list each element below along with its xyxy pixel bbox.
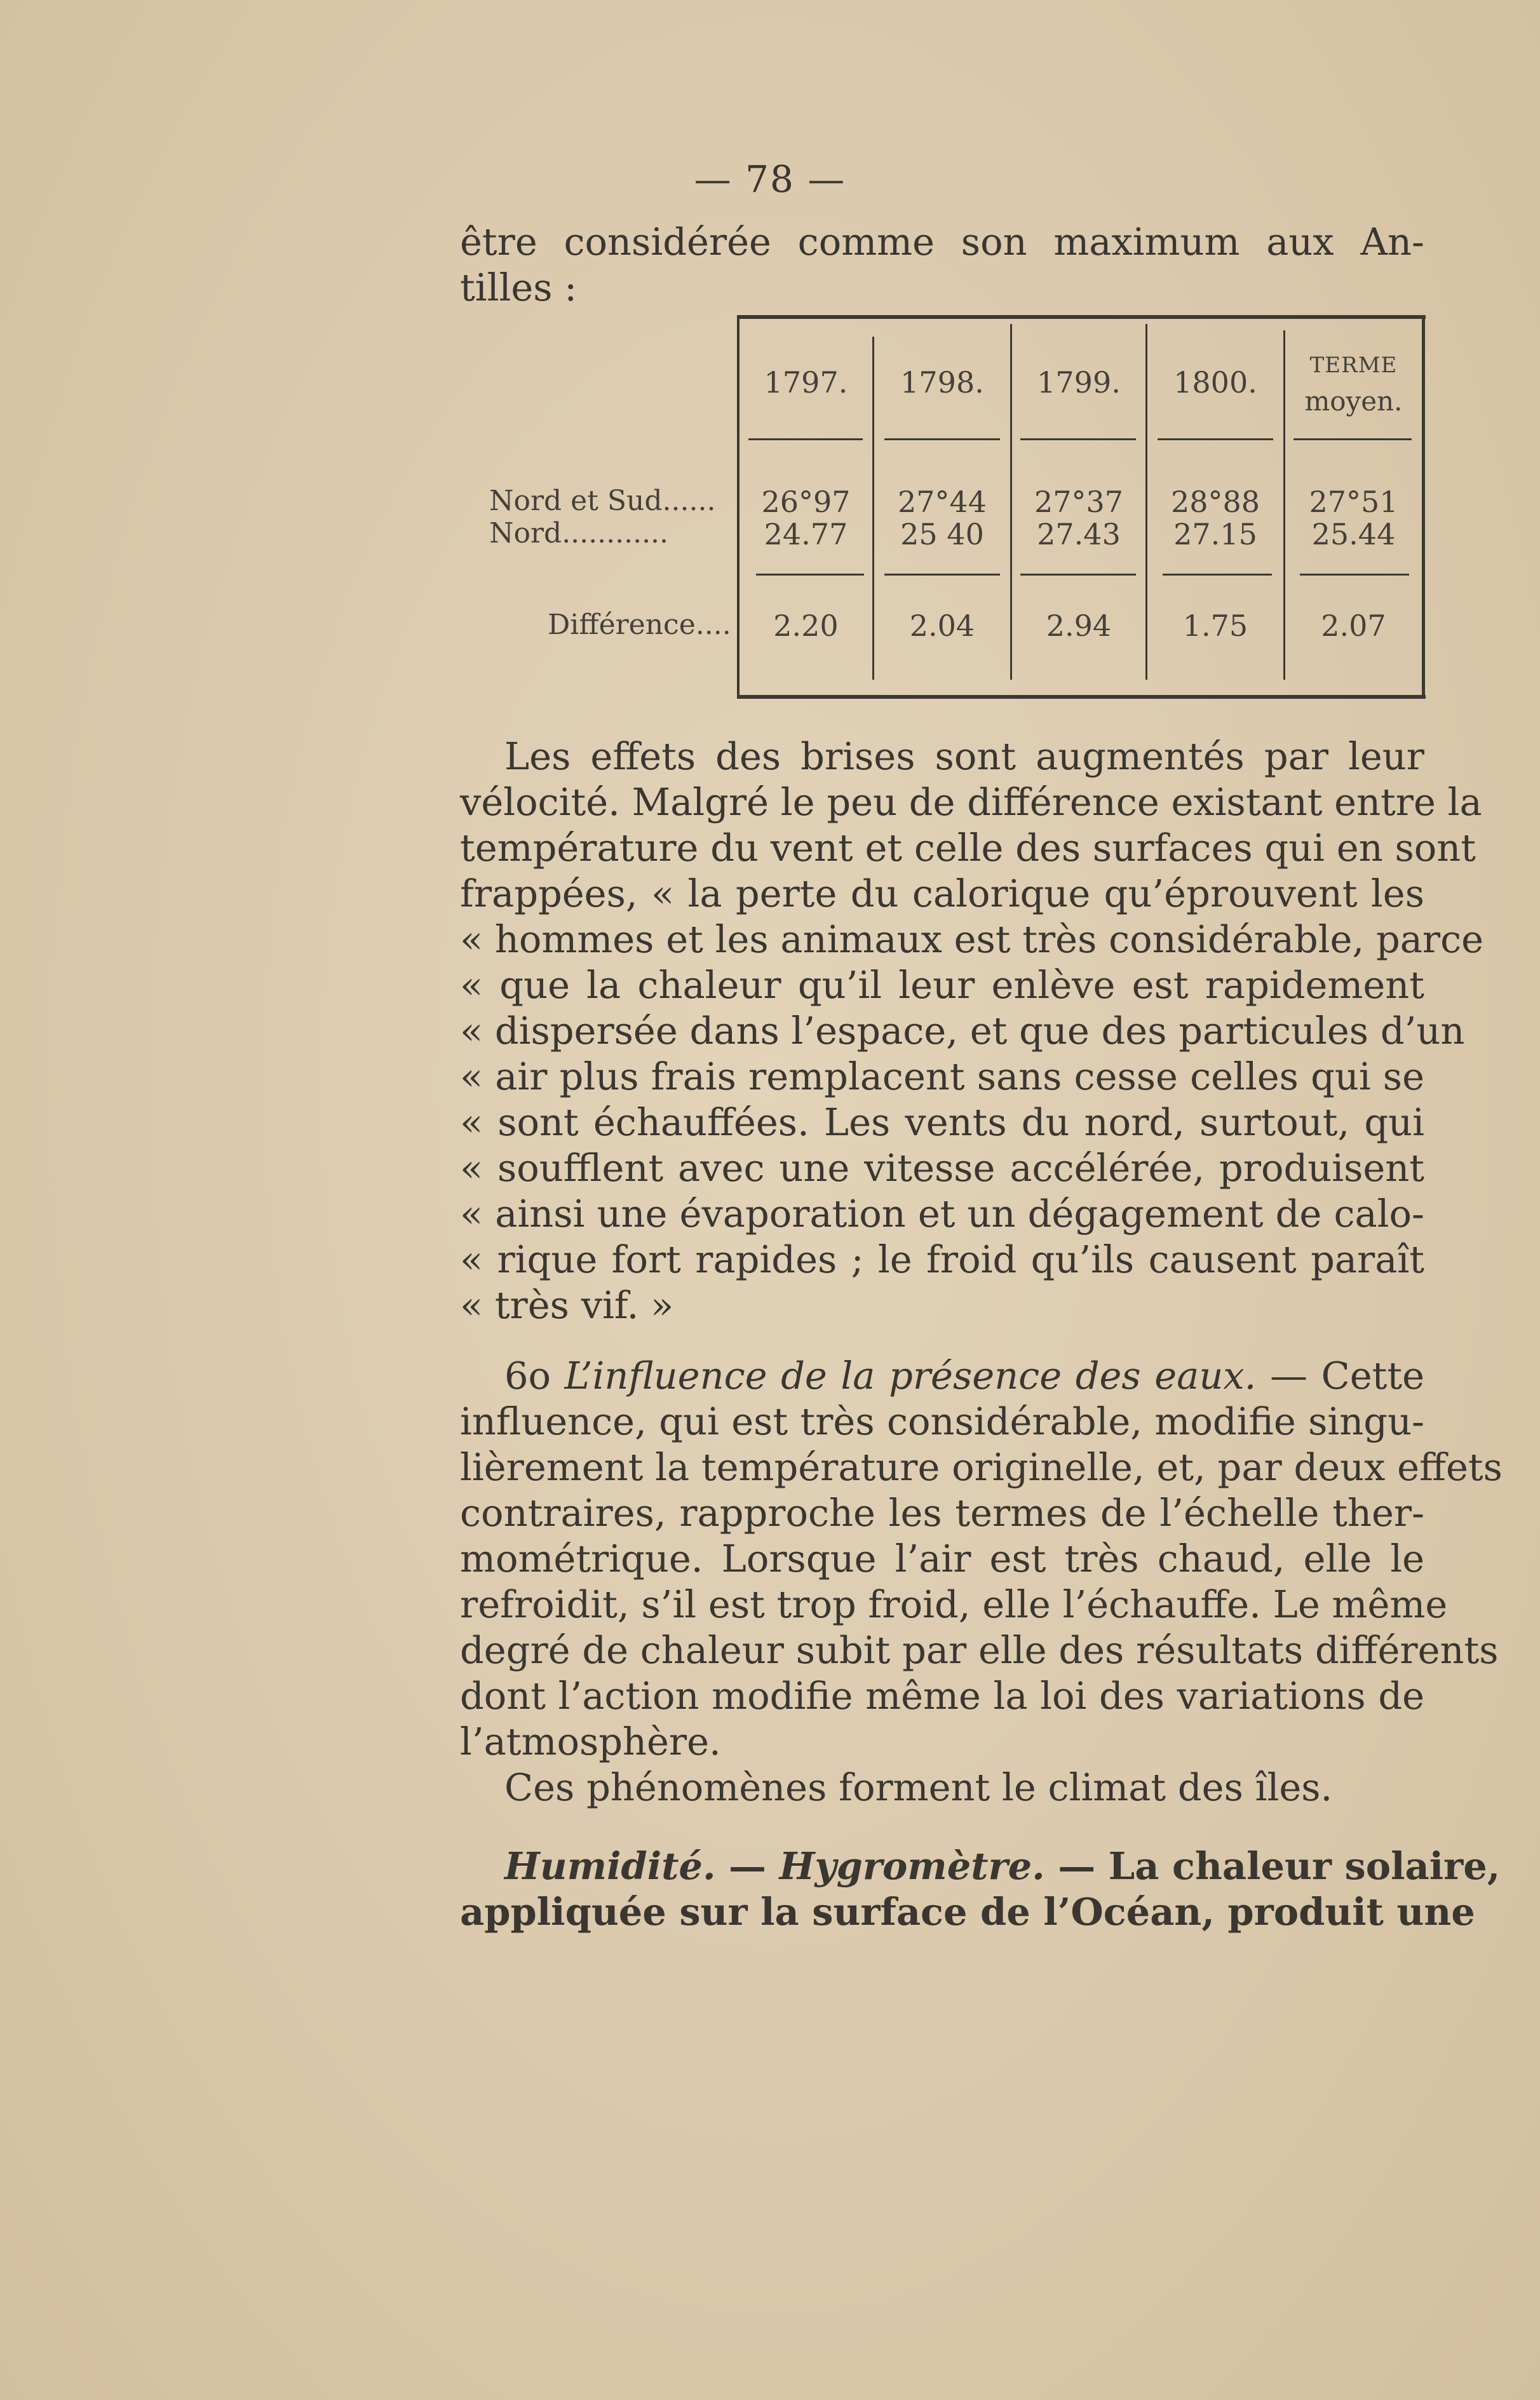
text-fragment: — Cette bbox=[1270, 1354, 1424, 1398]
table-cell: 2.94 bbox=[1046, 609, 1112, 643]
section-heading-line bbox=[460, 1353, 1424, 1399]
table-header-1799: 1799. bbox=[1037, 365, 1121, 400]
text-line: Les effets des brises sont augmentés par leur bbox=[504, 734, 1424, 778]
row-label-difference: Différence.... bbox=[548, 609, 731, 641]
table-cell: 27°51 bbox=[1309, 485, 1398, 519]
text-line: « que la chaleur qu’il leur enlève est rapidement bbox=[460, 963, 1424, 1007]
table-header-moyen: moyen. bbox=[1304, 386, 1403, 417]
table-header-1798: 1798. bbox=[900, 365, 984, 400]
table-cell: 27°37 bbox=[1034, 485, 1124, 519]
humidity-title: Humidité. bbox=[504, 1844, 716, 1888]
humidity-heading-line bbox=[460, 1844, 1501, 1889]
table-header-1797: 1797. bbox=[764, 365, 848, 400]
row-label-nord-et-sud: Nord et Sud...... bbox=[489, 485, 716, 517]
text-line: « ainsi une évaporation et un dégagement de calo- bbox=[460, 1192, 1424, 1236]
text-line: refroidit, s’il est trop froid, elle l’échauffe. Le même bbox=[460, 1582, 1448, 1626]
text-line: « dispersée dans l’espace, et que des particules d’un bbox=[460, 1009, 1465, 1053]
hygrometre-title: Hygromètre. bbox=[779, 1844, 1045, 1888]
table-cell: 25 40 bbox=[900, 517, 984, 551]
text-line: Ces phénomènes forment le climat des îles. bbox=[504, 1765, 1333, 1809]
text-line: « soufflent avec une vitesse accélérée, produisent bbox=[460, 1146, 1424, 1190]
table-cell: 2.07 bbox=[1321, 609, 1386, 643]
text-fragment: — La chaleur solaire, bbox=[1058, 1844, 1501, 1888]
text-line: contraires, rapproche les termes de l’échelle ther- bbox=[460, 1491, 1424, 1535]
text-line: « sont échauffées. Les vents du nord, surtout, qui bbox=[460, 1100, 1424, 1144]
table-cell: 27°44 bbox=[897, 485, 987, 519]
table-cell: 2.04 bbox=[909, 609, 975, 643]
text-line: dont l’action modifie même la loi des variations de bbox=[460, 1674, 1424, 1718]
text-line: vélocité. Malgré le peu de différence existant entre la bbox=[460, 780, 1482, 824]
page-number: — 78 — bbox=[694, 158, 846, 201]
text-line: influence, qui est très considérable, modifie singu- bbox=[460, 1399, 1424, 1443]
table-cell: 2.20 bbox=[773, 609, 839, 643]
text-line: être considérée comme son maximum aux An- bbox=[460, 220, 1424, 264]
text-line: tilles : bbox=[460, 266, 578, 309]
table-header-1800: 1800. bbox=[1173, 365, 1257, 400]
row-label-nord: Nord............ bbox=[489, 517, 669, 549]
table-cell: 27.15 bbox=[1173, 517, 1257, 551]
text-line: frappées, « la perte du calorique qu’éprouvent les bbox=[460, 872, 1424, 915]
text-line: lièrement la température originelle, et, par deux effets bbox=[460, 1445, 1503, 1489]
text-line: degré de chaleur subit par elle des résultats différents bbox=[460, 1628, 1499, 1672]
section-title: L’influence de la présence des eaux. bbox=[564, 1354, 1257, 1398]
text-line: « air plus frais remplacent sans cesse celles qui se bbox=[460, 1055, 1424, 1098]
table-cell: 1.75 bbox=[1182, 609, 1248, 643]
dash: — bbox=[729, 1844, 767, 1888]
table-header-terme: TERME bbox=[1309, 353, 1398, 378]
text-line: température du vent et celle des surfaces qui en sont bbox=[460, 826, 1476, 870]
table-cell: 24.77 bbox=[764, 517, 848, 551]
table-cell: 25.44 bbox=[1311, 517, 1396, 551]
text-line: « hommes et les animaux est très considérable, parce bbox=[460, 917, 1484, 961]
table-cell: 26°97 bbox=[761, 485, 851, 519]
text-line: l’atmosphère. bbox=[460, 1720, 721, 1763]
section-number: 6o bbox=[504, 1354, 551, 1398]
text-line: appliquée sur la surface de l’Océan, produit une bbox=[460, 1890, 1475, 1934]
table-cell: 27.43 bbox=[1037, 517, 1121, 551]
table-cell: 28°88 bbox=[1170, 485, 1260, 519]
text-line: « très vif. » bbox=[460, 1283, 674, 1327]
text-line: mométrique. Lorsque l’air est très chaud, elle le bbox=[460, 1537, 1424, 1581]
text-line: « rique fort rapides ; le froid qu’ils causent paraît bbox=[460, 1237, 1424, 1281]
